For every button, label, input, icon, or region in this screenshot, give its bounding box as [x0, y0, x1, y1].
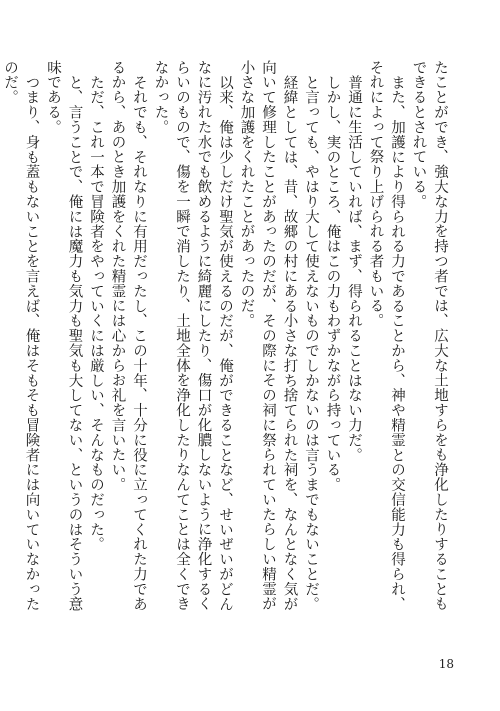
- paragraph: つまり、身も蓋もないことを言えば、俺はそもそも冒険者には向いていなかったのだ。: [2, 60, 40, 611]
- paragraph: と言っても、やはり大して使えないものでしかないのは言うまでもないことだ。: [303, 74, 319, 611]
- paragraph: 普通に生活していれば、まず、得られることはない力だ。: [346, 74, 362, 462]
- paragraph: と、言うことで、俺には魔力も気力も聖気も大してない、というのはそういう意味である。: [45, 60, 83, 611]
- paragraph: ただ、これ一本で冒険者をやっていくには厳しい、そんなものだった。: [88, 74, 104, 552]
- paragraph: 以来、俺は少しだけ聖気が使えるのだが、俺ができることなど、せいぜいがどんなに汚れた水でも飲めるように綺麗にしたり、傷口が化膿しないように浄化するくらいのもので、傷を一瞬で消したり、土地全体を浄化したりなんてことは全くできなかった。: [152, 60, 233, 612]
- vertical-text-body: [2, 60, 450, 620]
- paragraph: それでも、それなりに有用だったし、この十年、十分に役に立ってくれた力であるから、あのとき加護をくれた精霊には心からお礼を言いたい。: [109, 60, 147, 611]
- paragraph: また、加護により得られる力であることから、神や精霊との交信能力も得られ、それによって祭り上げられる者もいる。: [367, 60, 405, 611]
- paragraph: 経緯としては、昔、故郷の村にある小さな打ち捨てられた祠を、なんとなく気が向いて修理したことがあったのだが、その際にその祠に祭られていたらしい精霊が小さな加護をくれたことがあったのだ。: [238, 60, 298, 612]
- paragraph: たことができ、強大な力を持つ者では、広大な土地すらをも浄化したりすることもできるとされている。: [410, 60, 448, 612]
- page-number: 18: [438, 657, 454, 671]
- paragraph: しかし、実のところ、俺はこの力もわずかながら持っている。: [324, 74, 341, 492]
